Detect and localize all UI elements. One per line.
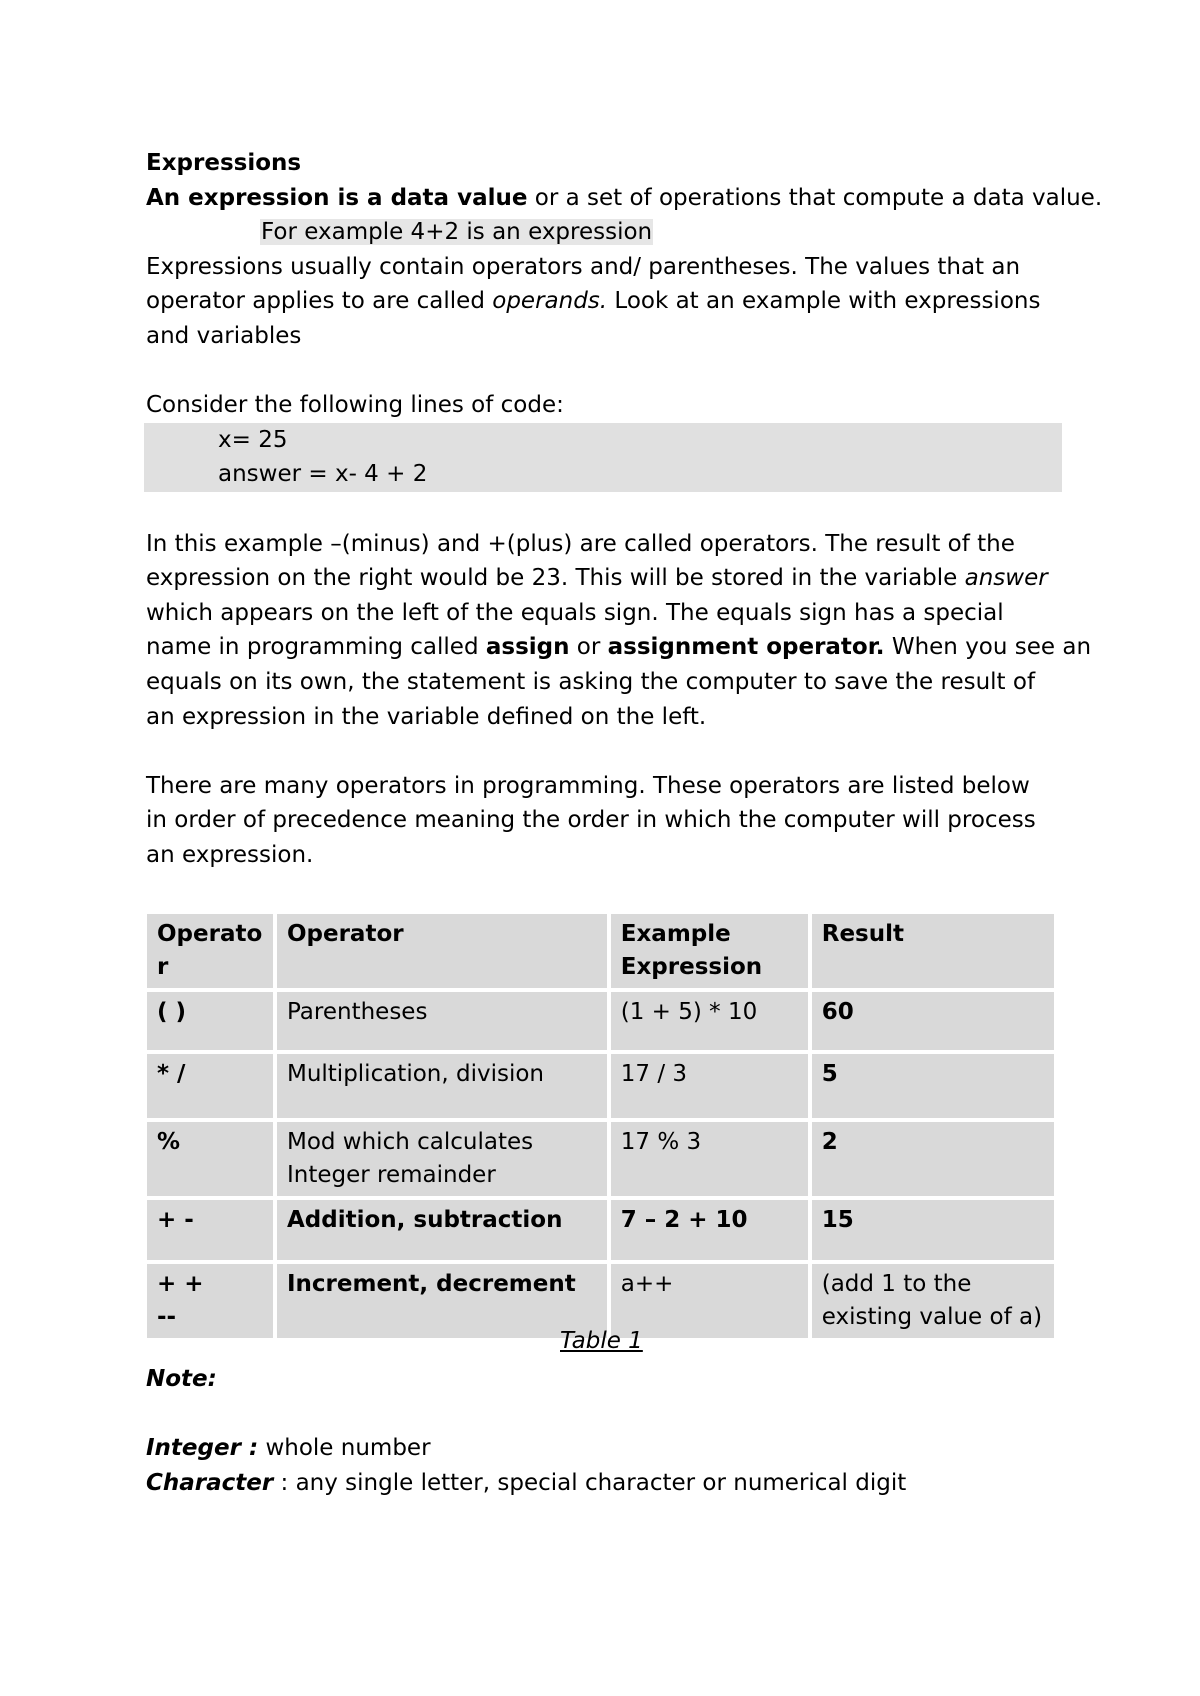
- table-header-row: [147, 914, 1054, 988]
- para1-line1: Expressions usually contain operators and/ parentheses. The values that an: [146, 253, 1021, 280]
- para1-line2: [146, 284, 1066, 319]
- note-label-text: Note:: [146, 1366, 217, 1392]
- para2-line2: [146, 561, 1066, 596]
- para2-line6: an expression in the variable defined on the left.: [146, 703, 707, 730]
- notes-section: [146, 1362, 906, 1500]
- header-text: Example: [620, 921, 731, 947]
- operators-table: [143, 910, 1058, 1342]
- assign-term: assign: [485, 634, 570, 661]
- para2-line4-start: name in programming called: [146, 634, 486, 661]
- result-line: existing value of a): [821, 1304, 1043, 1330]
- para2-line1: In this example –(minus) and +(plus) are called operators. The result of the: [146, 530, 1015, 557]
- para2-line5: equals on its own, the statement is asking the computer to save the result of: [146, 668, 1036, 695]
- operator-cell: ( ): [147, 992, 273, 1050]
- header-text: Operator: [286, 921, 404, 947]
- result-cell: 15: [812, 1200, 1054, 1260]
- para1-line2-end: Look at an example with expressions: [607, 288, 1041, 315]
- code-block: [144, 423, 1062, 492]
- intro-line: [146, 181, 1103, 216]
- para2-line4-mid: or: [569, 634, 608, 661]
- para3-line3: an expression.: [146, 841, 314, 868]
- example-cell: (1 + 5) * 10: [611, 992, 808, 1050]
- header-text: r: [157, 954, 169, 980]
- example-cell: 17 % 3: [611, 1122, 808, 1196]
- operator-name-cell: Increment, decrement: [277, 1264, 607, 1338]
- result-cell: 60: [812, 992, 1054, 1050]
- definition-term: Character: [146, 1469, 274, 1496]
- para2-line4: [146, 630, 1092, 665]
- spacer: [146, 354, 1066, 389]
- operands-term: operands.: [492, 288, 608, 315]
- table-row: [147, 1264, 1054, 1338]
- table-row: [147, 1122, 1054, 1196]
- para3-line2: in order of precedence meaning the order in which the computer will process: [146, 807, 1036, 834]
- operator-name-line: Integer remainder: [286, 1162, 496, 1188]
- example-line: [146, 215, 1066, 250]
- spacer: [146, 734, 1066, 769]
- definition-text: : any single letter, special character or numerical digit: [273, 1469, 907, 1496]
- header-text: Operato: [157, 921, 263, 947]
- operator-cell: * /: [147, 1054, 273, 1118]
- para3-line1: There are many operators in programming. These operators are listed below: [146, 772, 1030, 799]
- answer-term: answer: [964, 565, 1048, 592]
- para1-line2-start: operator applies to are called: [146, 288, 493, 315]
- definition-text: whole number: [258, 1435, 431, 1462]
- spacer: [146, 492, 1066, 527]
- header-text: Expression: [620, 954, 763, 980]
- result-cell: [812, 1264, 1054, 1338]
- definition-integer: [146, 1431, 906, 1466]
- page-title: Expressions: [146, 150, 302, 176]
- result-line: (add 1 to the: [821, 1271, 972, 1297]
- operator-name-cell: [277, 1122, 607, 1196]
- operator-name-cell: Addition, subtraction: [277, 1200, 607, 1260]
- header-cell: [277, 914, 607, 988]
- header-cell: [611, 914, 808, 988]
- operator-name-cell: Multiplication, division: [277, 1054, 607, 1118]
- intro-rest: or a set of operations that compute a data value.: [527, 184, 1103, 211]
- operator-line: + +: [157, 1271, 204, 1297]
- document-body: [146, 146, 1103, 872]
- operator-line: --: [157, 1304, 177, 1330]
- operator-cell: %: [147, 1122, 273, 1196]
- code-line-2: answer = x- 4 + 2: [218, 461, 428, 488]
- operator-name-line: Mod which calculates: [286, 1129, 534, 1155]
- example-cell: 17 / 3: [611, 1054, 808, 1118]
- definition-term: Integer :: [146, 1435, 259, 1462]
- intro-bold: An expression is a data value: [146, 184, 528, 211]
- assignment-operator-term: assignment operator.: [607, 634, 885, 661]
- example-highlight: For example 4+2 is an expression: [261, 219, 653, 246]
- table-caption: Table 1: [560, 1328, 643, 1354]
- example-cell: 7 – 2 + 10: [611, 1200, 808, 1260]
- consider-line: Consider the following lines of code:: [146, 392, 564, 419]
- para1-line3: and variables: [146, 322, 302, 349]
- table-row: [147, 1200, 1054, 1260]
- header-cell: [147, 914, 273, 988]
- result-cell: 2: [812, 1122, 1054, 1196]
- operator-cell: + -: [147, 1200, 273, 1260]
- header-text: Result: [821, 921, 904, 947]
- para2-line4-end: When you see an: [884, 634, 1092, 661]
- precedence-paragraph: [146, 769, 1066, 873]
- header-cell: [812, 914, 1054, 988]
- code-line-1: x= 25: [218, 426, 288, 453]
- table-row: [147, 1054, 1054, 1118]
- table-row: [147, 992, 1054, 1050]
- note-label: [146, 1362, 906, 1397]
- operator-cell: [147, 1264, 273, 1338]
- definition-character: [146, 1466, 906, 1501]
- operator-name-cell: Parentheses: [277, 992, 607, 1050]
- para2-line3: which appears on the left of the equals sign. The equals sign has a special: [146, 599, 1004, 626]
- result-cell: 5: [812, 1054, 1054, 1118]
- example-cell: a++: [611, 1264, 808, 1338]
- spacer: [146, 1397, 906, 1432]
- explanation-paragraph: [146, 527, 1092, 735]
- para2-line2-start: expression on the right would be 23. This will be stored in the variable: [146, 565, 965, 592]
